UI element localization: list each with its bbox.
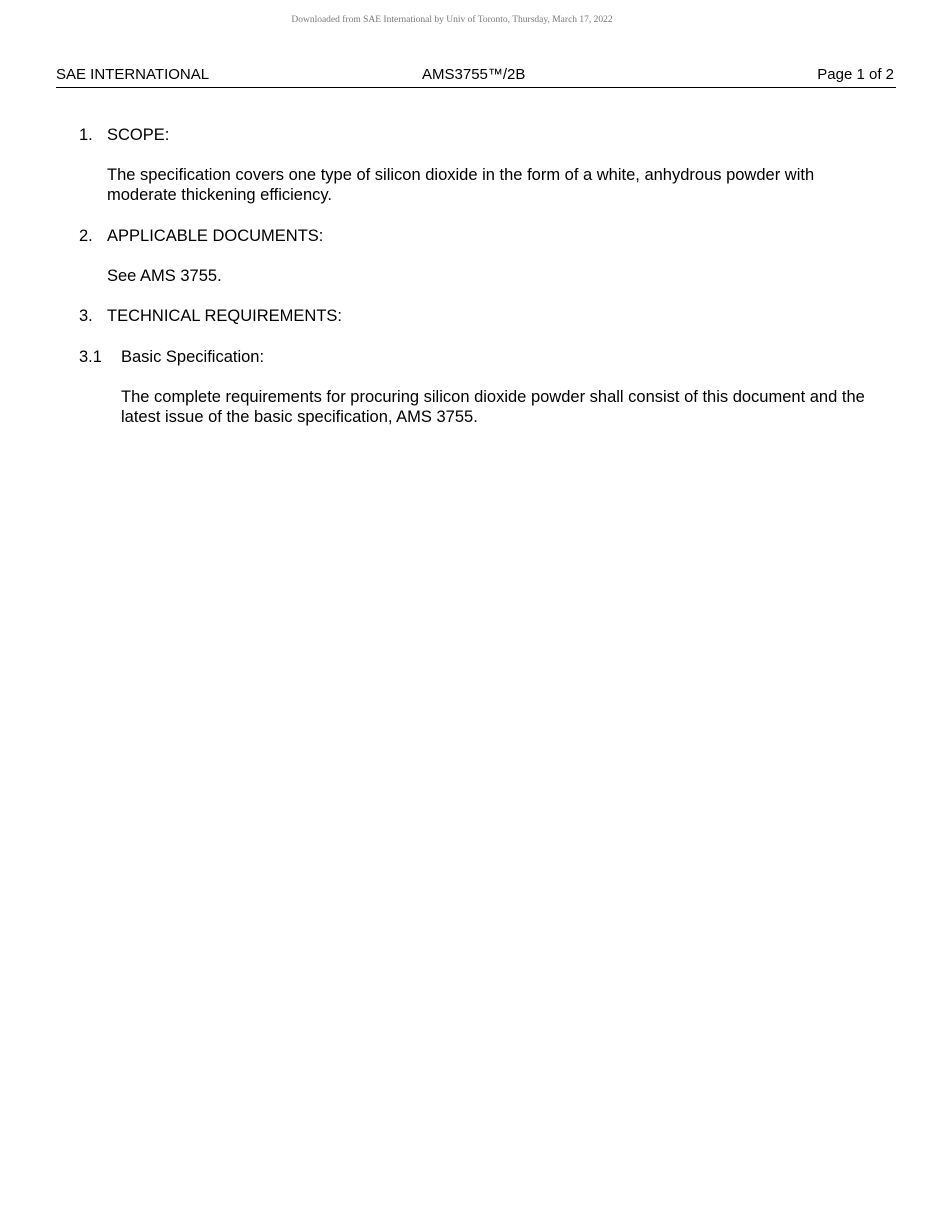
section-1-body: The specification covers one type of silicon dioxide in the form of a white, anhydrous powder with moderate thickening efficiency. [107, 166, 815, 204]
section-number: 2. [79, 227, 93, 245]
section-title: TECHNICAL REQUIREMENTS: [107, 307, 342, 325]
section-2-body: See AMS 3755. [107, 267, 222, 285]
header-page-number: Page 1 of 2 [817, 66, 894, 83]
section-title: SCOPE: [107, 126, 170, 144]
subsection-number: 3.1 [79, 348, 102, 366]
section-number: 1. [79, 126, 93, 144]
header-document-number: AMS3755™/2B [422, 66, 526, 83]
section-title: APPLICABLE DOCUMENTS: [107, 227, 324, 245]
page-header [56, 66, 896, 88]
download-watermark: Downloaded from SAE International by Univ of Toronto, Thursday, March 17, 2022 [291, 15, 613, 25]
section-number: 3. [79, 307, 93, 325]
subsection-3-1-body: The complete requirements for procuring silicon dioxide powder shall consist of this document and the latest issue of the basic specification, AMS 3755. [121, 388, 865, 426]
subsection-title: Basic Specification: [121, 348, 265, 366]
header-publisher: SAE INTERNATIONAL [56, 66, 210, 83]
